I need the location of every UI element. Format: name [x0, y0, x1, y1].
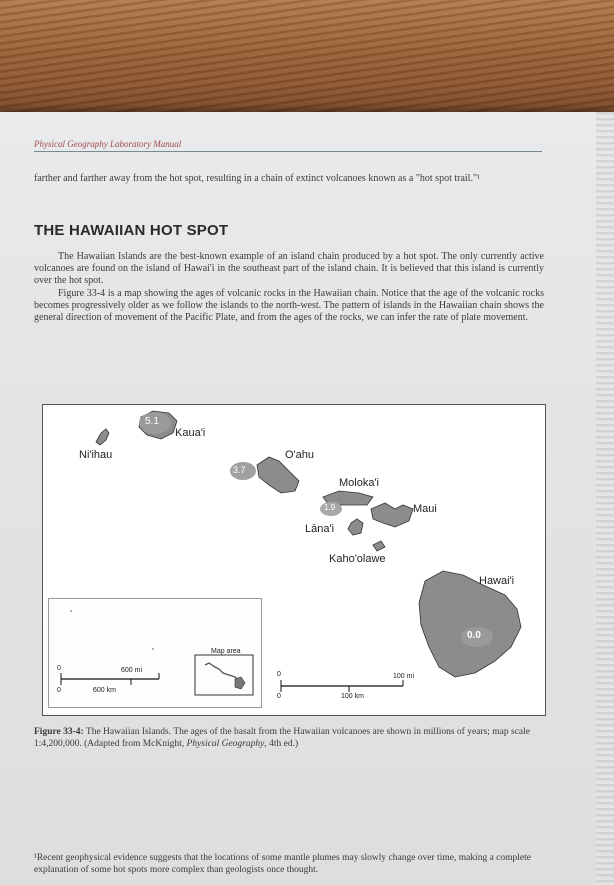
intro-paragraph: farther and farther away from the hot spot, resulting in a chain of extinct volcanoes known as a "hot spot trail."¹: [34, 173, 481, 184]
paragraph-2: Figure 33-4 is a map showing the ages of volcanic rocks in the Hawaiian chain. Notice that the age of the volcanic rocks becomes progressively older as we follow the islands to the north-west. The pattern of islands in the Hawaiian chain shows the general direction of movement of the Pacific Plate, and from the ages of the rocks, we can infer the rate of plate movement.: [34, 288, 544, 324]
main-scale-miles: 100 mi: [393, 673, 415, 680]
page-edge-stack: [596, 112, 614, 885]
caption-label: Figure 33-4:: [34, 727, 84, 737]
inset-scale-km: 600 km: [93, 687, 116, 694]
maui-island-shape: [371, 503, 413, 527]
inset-scale-miles: 600 mi: [121, 667, 143, 674]
running-head: Physical Geography Laboratory Manual: [34, 139, 182, 149]
inset-map-area-label: Map area: [211, 648, 241, 655]
footnote: ¹Recent geophysical evidence suggests that the locations of some mantle plumes may slowly change over time, making a complete explanation of some hot spots more complex than geologists once thought.: [34, 853, 531, 875]
age-label-kauai: 5.1: [145, 416, 159, 427]
figure-caption: [34, 727, 546, 750]
caption-text-2: , 4th ed.): [264, 738, 299, 749]
label-oahu: O'ahu: [285, 449, 315, 461]
main-scale-zero-bottom: 0: [277, 693, 281, 700]
label-lanai: Lāna'i: [305, 523, 335, 535]
age-label-hawaii: 0.0: [467, 630, 481, 641]
caption-text-1: The Hawaiian Islands. The ages of the basalt from the Hawaiian volcanoes are shown in millions of years; map scale 1:4,200,000. (Adapted from McKnight,: [34, 727, 530, 749]
label-kauai: Kaua'i: [175, 427, 206, 439]
age-label-molokai: 1.9: [324, 503, 336, 512]
niihau-island-shape: [96, 429, 109, 445]
inset-locator-map: [48, 598, 262, 708]
main-scale-zero-top: 0: [277, 671, 281, 678]
paragraph-1: The Hawaiian Islands are the best-known example of an island chain produced by a hot spot. The only currently active volcanoes are found on the island of Hawai'i in the southeast part of the island chain. It is believed that this island is currently over the hot spot.: [34, 251, 544, 287]
kahoolawe-island-shape: [373, 541, 385, 551]
oahu-island-shape: [257, 457, 299, 493]
label-maui: Maui: [413, 503, 437, 515]
map-area-box: [195, 655, 253, 695]
wood-tabletop-background: [0, 0, 614, 125]
label-kahoolawe: Kaho'olawe: [329, 553, 386, 565]
main-scale-km: 100 km: [341, 693, 364, 700]
age-label-oahu: 3.7: [233, 465, 246, 475]
inset-scale-zero-bottom: 0: [57, 687, 61, 694]
section-title: THE HAWAIIAN HOT SPOT: [34, 222, 229, 239]
header-rule: [34, 151, 542, 152]
label-niihau: Ni'ihau: [79, 449, 113, 461]
label-hawaii: Hawai'i: [479, 575, 515, 587]
inset-scale-zero-top: 0: [57, 665, 61, 672]
label-molokai: Moloka'i: [339, 477, 380, 489]
lanai-island-shape: [348, 519, 363, 535]
caption-book-title: Physical Geography: [186, 738, 265, 749]
